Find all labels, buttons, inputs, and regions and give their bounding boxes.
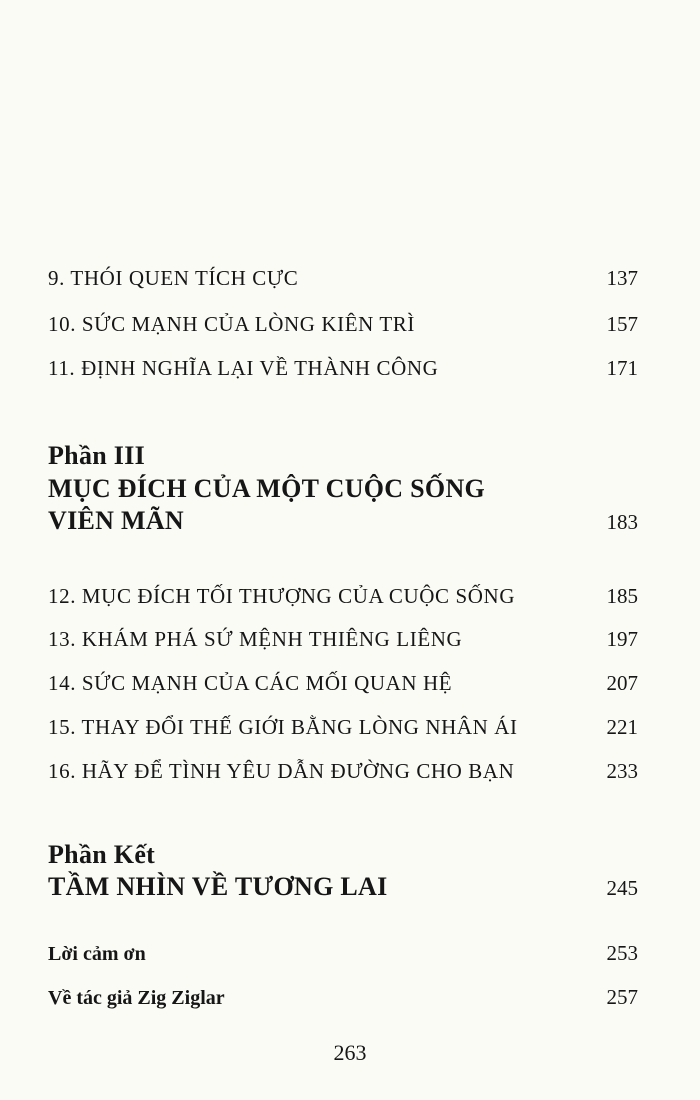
toc-entry-page: 253 xyxy=(606,941,638,965)
toc-entry-page: 197 xyxy=(606,627,638,651)
toc-entry-page: 157 xyxy=(606,312,638,336)
part-title-line2: VIÊN MÃN xyxy=(48,506,185,535)
toc-entry-title: 10. SỨC MẠNH CỦA LÒNG KIÊN TRÌ xyxy=(48,312,416,336)
toc-entry-extra[interactable] xyxy=(48,941,638,966)
part-label: Phần Kết xyxy=(48,840,156,869)
toc-entry[interactable] xyxy=(48,356,638,381)
toc-entry-title: Lời cảm ơn xyxy=(48,943,146,965)
toc-entry[interactable] xyxy=(48,627,638,652)
toc-entry[interactable] xyxy=(48,759,638,784)
toc-entry-page: 185 xyxy=(606,584,638,608)
page-number: 263 xyxy=(333,1040,367,1065)
part-title-row[interactable] xyxy=(48,872,638,902)
toc-entry-page: 245 xyxy=(606,876,638,900)
toc-entry[interactable] xyxy=(48,715,638,740)
toc-entry[interactable] xyxy=(48,671,638,696)
toc-entry-title: Về tác giả Zig Ziglar xyxy=(48,987,225,1009)
toc-entry-page: 171 xyxy=(606,356,638,380)
toc-entry-title: 16. HÃY ĐỂ TÌNH YÊU DẪN ĐƯỜNG CHO BẠN xyxy=(48,759,515,783)
toc-entry-page: 207 xyxy=(606,671,638,695)
toc-entry[interactable] xyxy=(48,266,638,291)
part-title-row[interactable] xyxy=(48,506,638,536)
toc-entry-title: 13. KHÁM PHÁ SỨ MỆNH THIÊNG LIÊNG xyxy=(48,627,463,651)
toc-entry-title: 15. THAY ĐỔI THẾ GIỚI BẰNG LÒNG NHÂN ÁI xyxy=(48,715,518,739)
toc-entry-extra[interactable] xyxy=(48,985,638,1010)
part-label: Phần III xyxy=(48,441,146,470)
toc-entry-title: 14. SỨC MẠNH CỦA CÁC MỐI QUAN HỆ xyxy=(48,671,453,695)
toc-entry-page: 221 xyxy=(606,715,638,739)
toc-entry-page: 257 xyxy=(606,985,638,1009)
toc-entry-title: 11. ĐỊNH NGHĨA LẠI VỀ THÀNH CÔNG xyxy=(48,356,439,380)
toc-entry-page: 137 xyxy=(606,266,638,290)
part-title: TẦM NHÌN VỀ TƯƠNG LAI xyxy=(48,872,388,901)
part-title-line1: MỤC ĐÍCH CỦA MỘT CUỘC SỐNG xyxy=(48,474,486,503)
toc-entry-title: 12. MỤC ĐÍCH TỐI THƯỢNG CỦA CUỘC SỐNG xyxy=(48,584,516,608)
toc-entry-page: 183 xyxy=(606,510,638,534)
toc-entry-page: 233 xyxy=(606,759,638,783)
toc-entry[interactable] xyxy=(48,584,638,609)
toc-entry[interactable] xyxy=(48,312,638,337)
toc-entry-title: 9. THÓI QUEN TÍCH CỰC xyxy=(48,266,299,290)
